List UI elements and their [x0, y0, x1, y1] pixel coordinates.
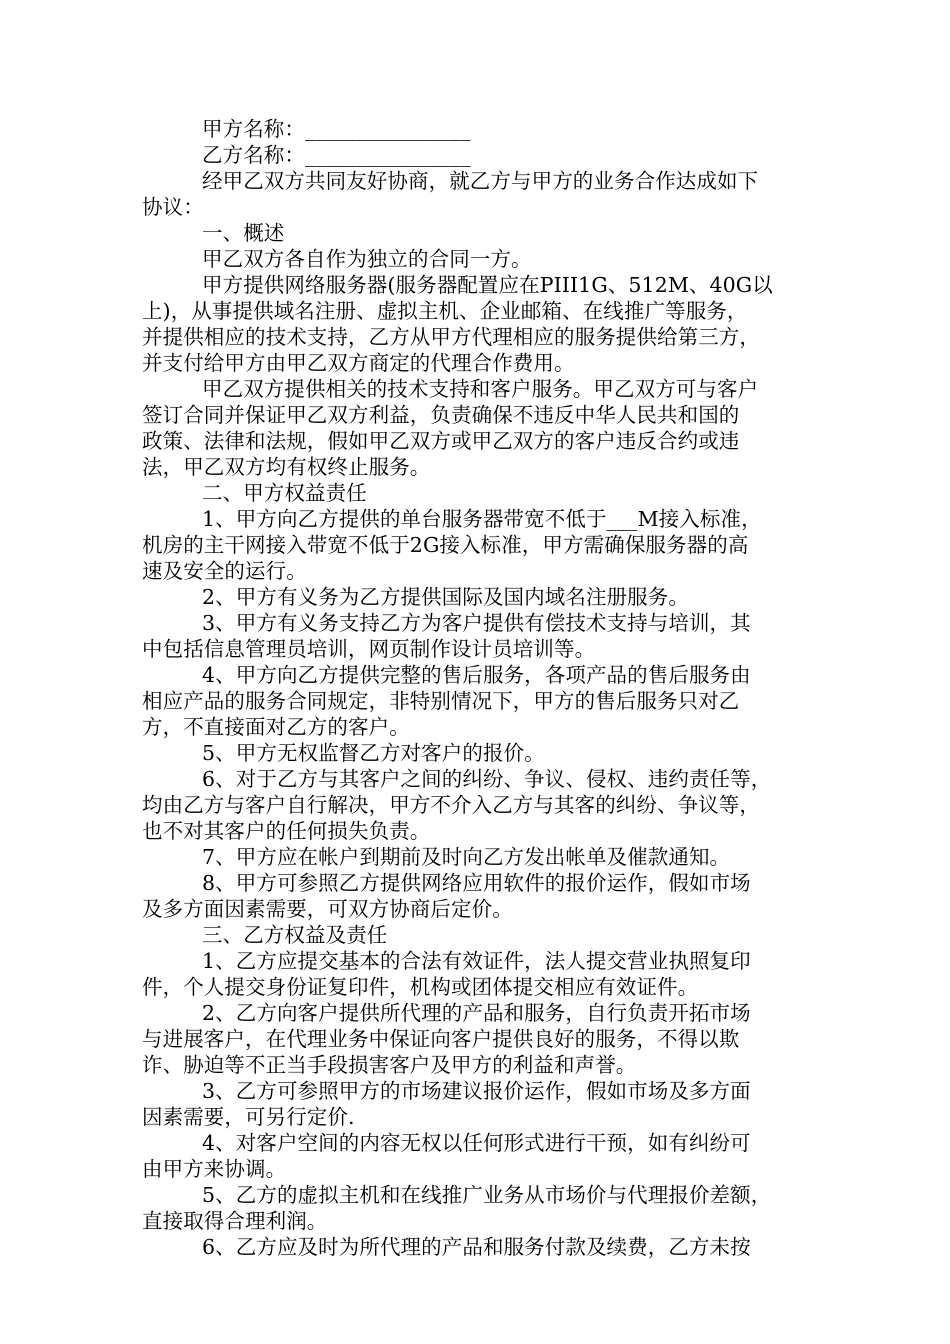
- text-line: 签订合同并保证甲乙双方利益，负责确保不违反中华人民共和国的: [142, 403, 740, 427]
- text-line: 6、乙方应及时为所代理的产品和服务付款及续费，乙方未按: [202, 1235, 751, 1259]
- text-line: 一、概述: [202, 221, 285, 245]
- party-b-label: 乙方名称：: [202, 143, 305, 167]
- text-line: 5、乙方的虚拟主机和在线推广业务从市场价与代理报价差额，: [202, 1183, 772, 1207]
- text-line: 6、对于乙方与其客户之间的纠纷、争议、侵权、违约责任等，: [202, 767, 772, 791]
- text-line: 3、乙方可参照甲方的市场建议报价运作，假如市场及多方面: [202, 1079, 751, 1103]
- text-line: 及多方面因素需要，可双方协商后定价。: [142, 897, 513, 921]
- text-line: 甲方提供网络服务器(服务器配置应在PIII1G、512M、40G以: [202, 273, 773, 297]
- text-line: 均由乙方与客户自行解决，甲方不介入乙方与其客的纠纷、争议等，: [142, 793, 760, 817]
- party-b-field: ________________: [305, 143, 471, 167]
- text-line: 方，不直接面对乙方的客户。: [142, 715, 410, 739]
- text-line: 政策、法律和法规，假如甲乙双方或甲乙双方的客户违反合约或违: [142, 429, 740, 453]
- text-line: 3、甲方有义务支持乙方为客户提供有偿技术支持与培训，其: [202, 611, 751, 635]
- text-line: 三、乙方权益及责任: [202, 923, 388, 947]
- text-line: 2、甲方有义务为乙方提供国际及国内域名注册服务。: [202, 585, 689, 609]
- text-line: 因素需要，可另行定价.: [142, 1105, 355, 1129]
- party-a-field: ________________: [305, 117, 471, 141]
- text-line: 经甲乙双方共同友好协商，就乙方与甲方的业务合作达成如下: [202, 169, 759, 193]
- text-line: 并支付给甲方由甲乙双方商定的代理合作费用。: [142, 351, 575, 375]
- text-line: 2、乙方向客户提供所代理的产品和服务，自行负责开拓市场: [202, 1001, 751, 1025]
- contract-document: [142, 116, 818, 1260]
- text-line: 1、甲方向乙方提供的单台服务器带宽不低于___M接入标准，: [202, 507, 762, 531]
- text-line: 协议：: [142, 195, 204, 219]
- text-line: 上)，从事提供域名注册、虚拟主机、企业邮箱、在线推广等服务，: [142, 299, 748, 323]
- text-line: 件，个人提交身份证复印件，机构或团体提交相应有效证件。: [142, 975, 699, 999]
- text-line: 由甲方来协调。: [142, 1157, 287, 1181]
- text-line: 8、甲方可参照乙方提供网络应用软件的报价运作，假如市场: [202, 871, 751, 895]
- text-line: 直接取得合理利润。: [142, 1209, 328, 1233]
- text-line: 7、甲方应在帐户到期前及时向乙方发出帐单及催款通知。: [202, 845, 731, 869]
- text-line: 诈、胁迫等不正当手段损害客户及甲方的利益和声誉。: [142, 1053, 637, 1077]
- text-line: 并提供相应的技术支持，乙方从甲方代理相应的服务提供给第三方，: [142, 325, 760, 349]
- party-a-label: 甲方名称：: [202, 117, 305, 141]
- text-line: 1、乙方应提交基本的合法有效证件，法人提交营业执照复印: [202, 949, 751, 973]
- text-line: 甲乙双方提供相关的技术支持和客户服务。甲乙双方可与客户: [202, 377, 759, 401]
- text-line: 法，甲乙双方均有权终止服务。: [142, 455, 431, 479]
- party-a-line: [142, 116, 818, 142]
- text-line: 速及安全的运行。: [142, 559, 307, 583]
- text-line: 4、甲方向乙方提供完整的售后服务，各项产品的售后服务由: [202, 663, 751, 687]
- text-line: 与进展客户，在代理业务中保证向客户提供良好的服务，不得以欺: [142, 1027, 740, 1051]
- text-line: 4、对客户空间的内容无权以任何形式进行干预，如有纠纷可: [202, 1131, 751, 1155]
- text-line: 5、甲方无权监督乙方对客户的报价。: [202, 741, 545, 765]
- contract-body: [142, 168, 818, 1260]
- text-line: 相应产品的服务合同规定，非特别情况下，甲方的售后服务只对乙: [142, 689, 740, 713]
- text-line: 甲乙双方各自作为独立的合同一方。: [202, 247, 532, 271]
- text-line: 中包括信息管理员培训，网页制作设计员培训等。: [142, 637, 596, 661]
- party-b-line: [142, 142, 818, 168]
- text-line: 也不对其客户的任何损失负责。: [142, 819, 431, 843]
- text-line: 二、甲方权益责任: [202, 481, 367, 505]
- text-line: 机房的主干网接入带宽不低于2G接入标准，甲方需确保服务器的高: [142, 533, 749, 557]
